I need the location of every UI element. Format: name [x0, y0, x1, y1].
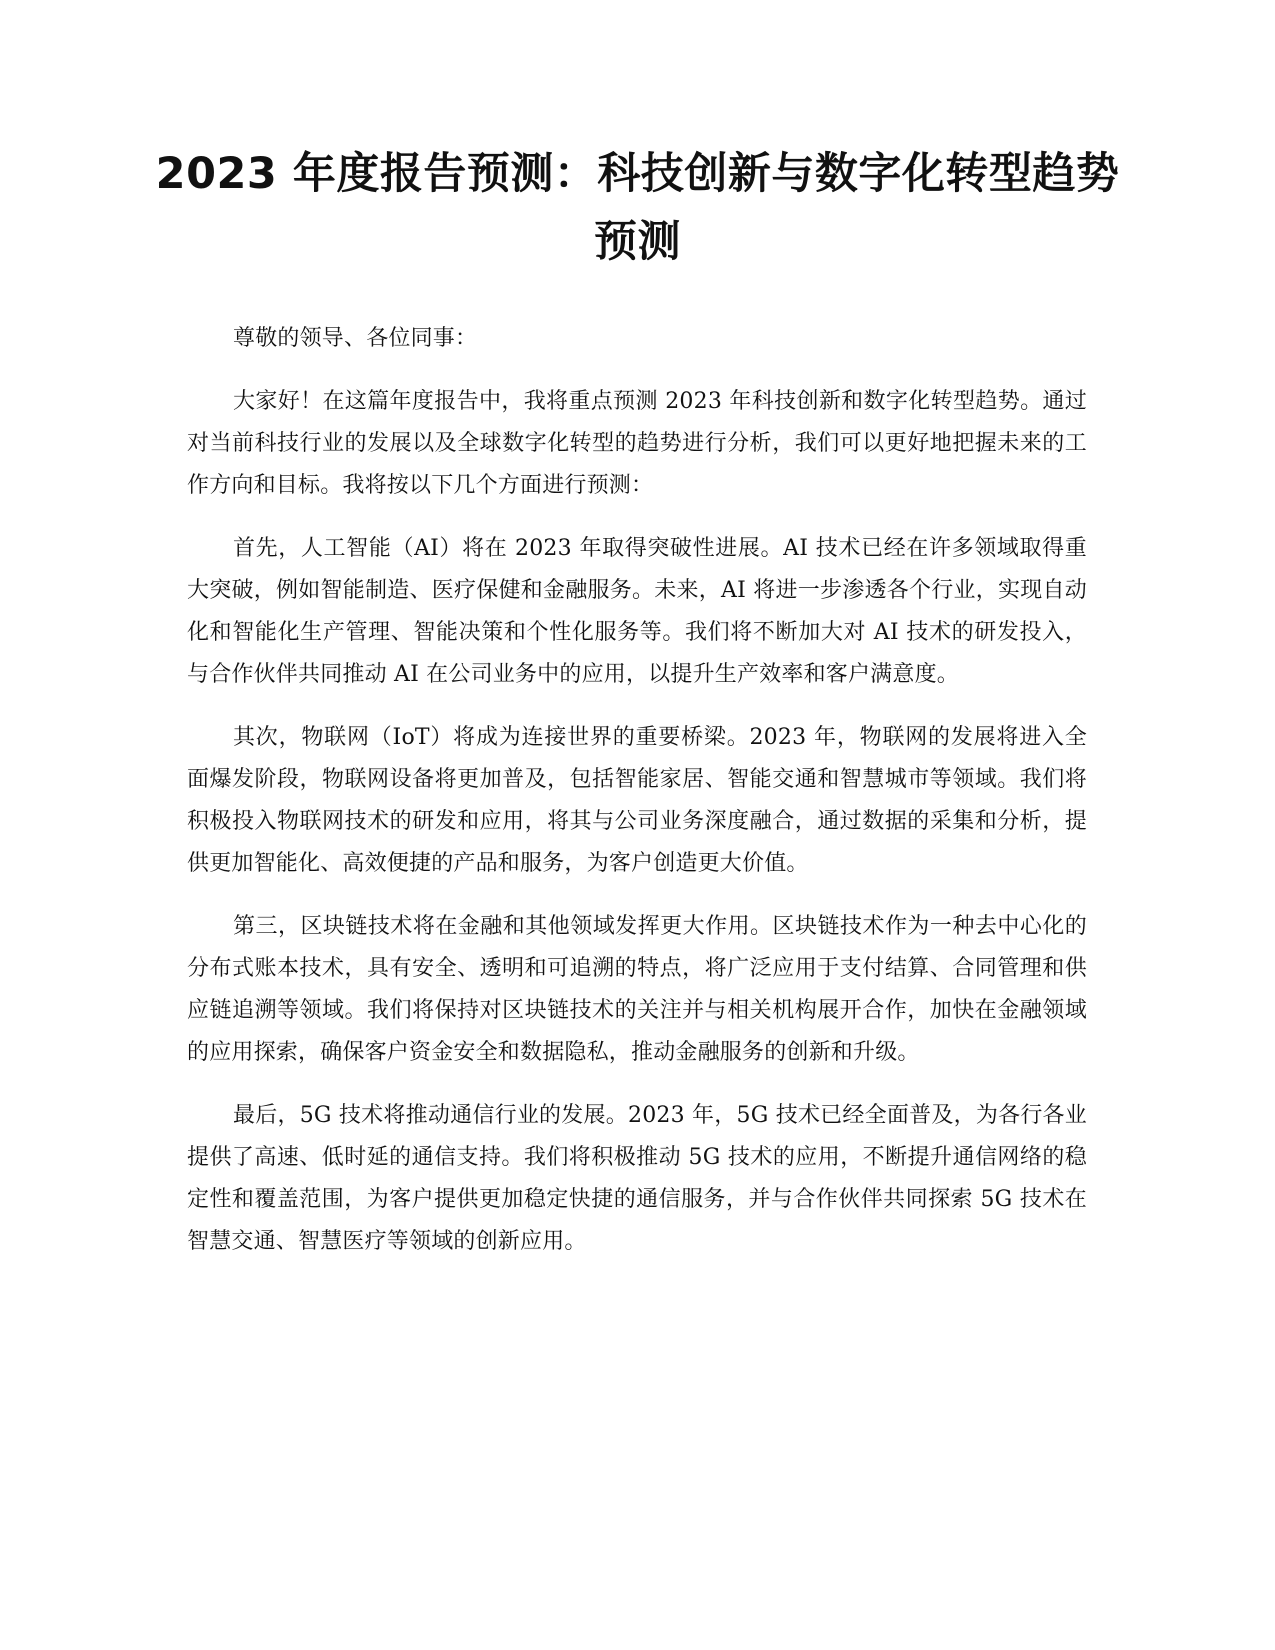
- iot-paragraph: 其次，物联网（IoT）将成为连接世界的重要桥梁。2023 年，物联网的发展将进入全面爆发阶段，物联网设备将更加普及，包括智能家居、智能交通和智慧城市等领域。我们将积极投入物联网技术的研发和应用，将其与公司业务深度融合，通过数据的采集和分析，提供更加智能化、高效便捷的产品和服务，为客户创造更大价值。: [187, 725, 1087, 876]
- document-title: 2023 年度报告预测：科技创新与数字化转型趋势预测: [155, 149, 1120, 267]
- 5g-paragraph: 最后，5G 技术将推动通信行业的发展。2023 年，5G 技术已经全面普及，为各行各业提供了高速、低时延的通信支持。我们将积极推动 5G 技术的应用，不断提升通信网络的稳定性和覆盖范围，为客户提供更加稳定快捷的通信服务，并与合作伙伴共同探索 5G 技术在智慧交通、智慧医疗等领域的创新应用。: [187, 1103, 1087, 1254]
- salutation-paragraph: 尊敬的领导、各位同事：: [233, 326, 478, 351]
- document-body: [187, 318, 1087, 1284]
- ai-paragraph: 首先，人工智能（AI）将在 2023 年取得突破性进展。AI 技术已经在许多领域取得重大突破，例如智能制造、医疗保健和金融服务。未来，AI 将进一步渗透各个行业，实现自动化和智能化生产管理、智能决策和个性化服务等。我们将不断加大对 AI 技术的研发投入，与合作伙伴共同推动 AI 在公司业务中的应用，以提升生产效率和客户满意度。: [187, 536, 1087, 687]
- intro-paragraph: 大家好！在这篇年度报告中，我将重点预测 2023 年科技创新和数字化转型趋势。通过对当前科技行业的发展以及全球数字化转型的趋势进行分析，我们可以更好地把握未来的工作方向和目标。我将按以下几个方面进行预测：: [187, 389, 1087, 498]
- blockchain-paragraph: 第三，区块链技术将在金融和其他领域发挥更大作用。区块链技术作为一种去中心化的分布式账本技术，具有安全、透明和可追溯的特点，将广泛应用于支付结算、合同管理和供应链追溯等领域。我们将保持对区块链技术的关注并与相关机构展开合作，加快在金融领域的应用探索，确保客户资金安全和数据隐私，推动金融服务的创新和升级。: [187, 914, 1087, 1065]
